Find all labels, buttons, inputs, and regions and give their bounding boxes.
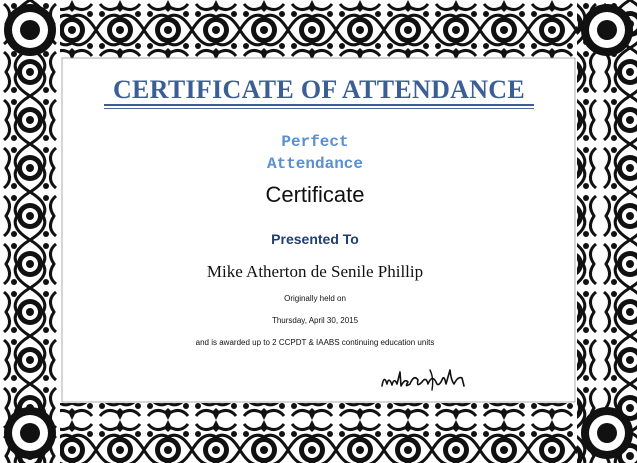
held-on-label: Originally held on <box>284 294 346 303</box>
certificate-word: Certificate <box>265 182 365 207</box>
certificate-subtitle <box>200 131 430 175</box>
recipient-name: Mike Atherton de Senile Phillip <box>206 262 424 281</box>
subtitle-line-1: Perfect <box>281 133 349 151</box>
signature-image <box>378 364 478 394</box>
event-date: Thursday, April 30, 2015 <box>271 316 359 325</box>
awarded-text: and is awarded up to 2 CCPDT & IAABS continuing education units <box>195 338 435 347</box>
subtitle-line-2: Attendance <box>266 155 363 173</box>
presented-to-label: Presented To <box>271 231 359 247</box>
heading-underline <box>104 104 534 106</box>
certificate-heading: CERTIFICATE OF ATTENDANCE <box>112 75 526 104</box>
